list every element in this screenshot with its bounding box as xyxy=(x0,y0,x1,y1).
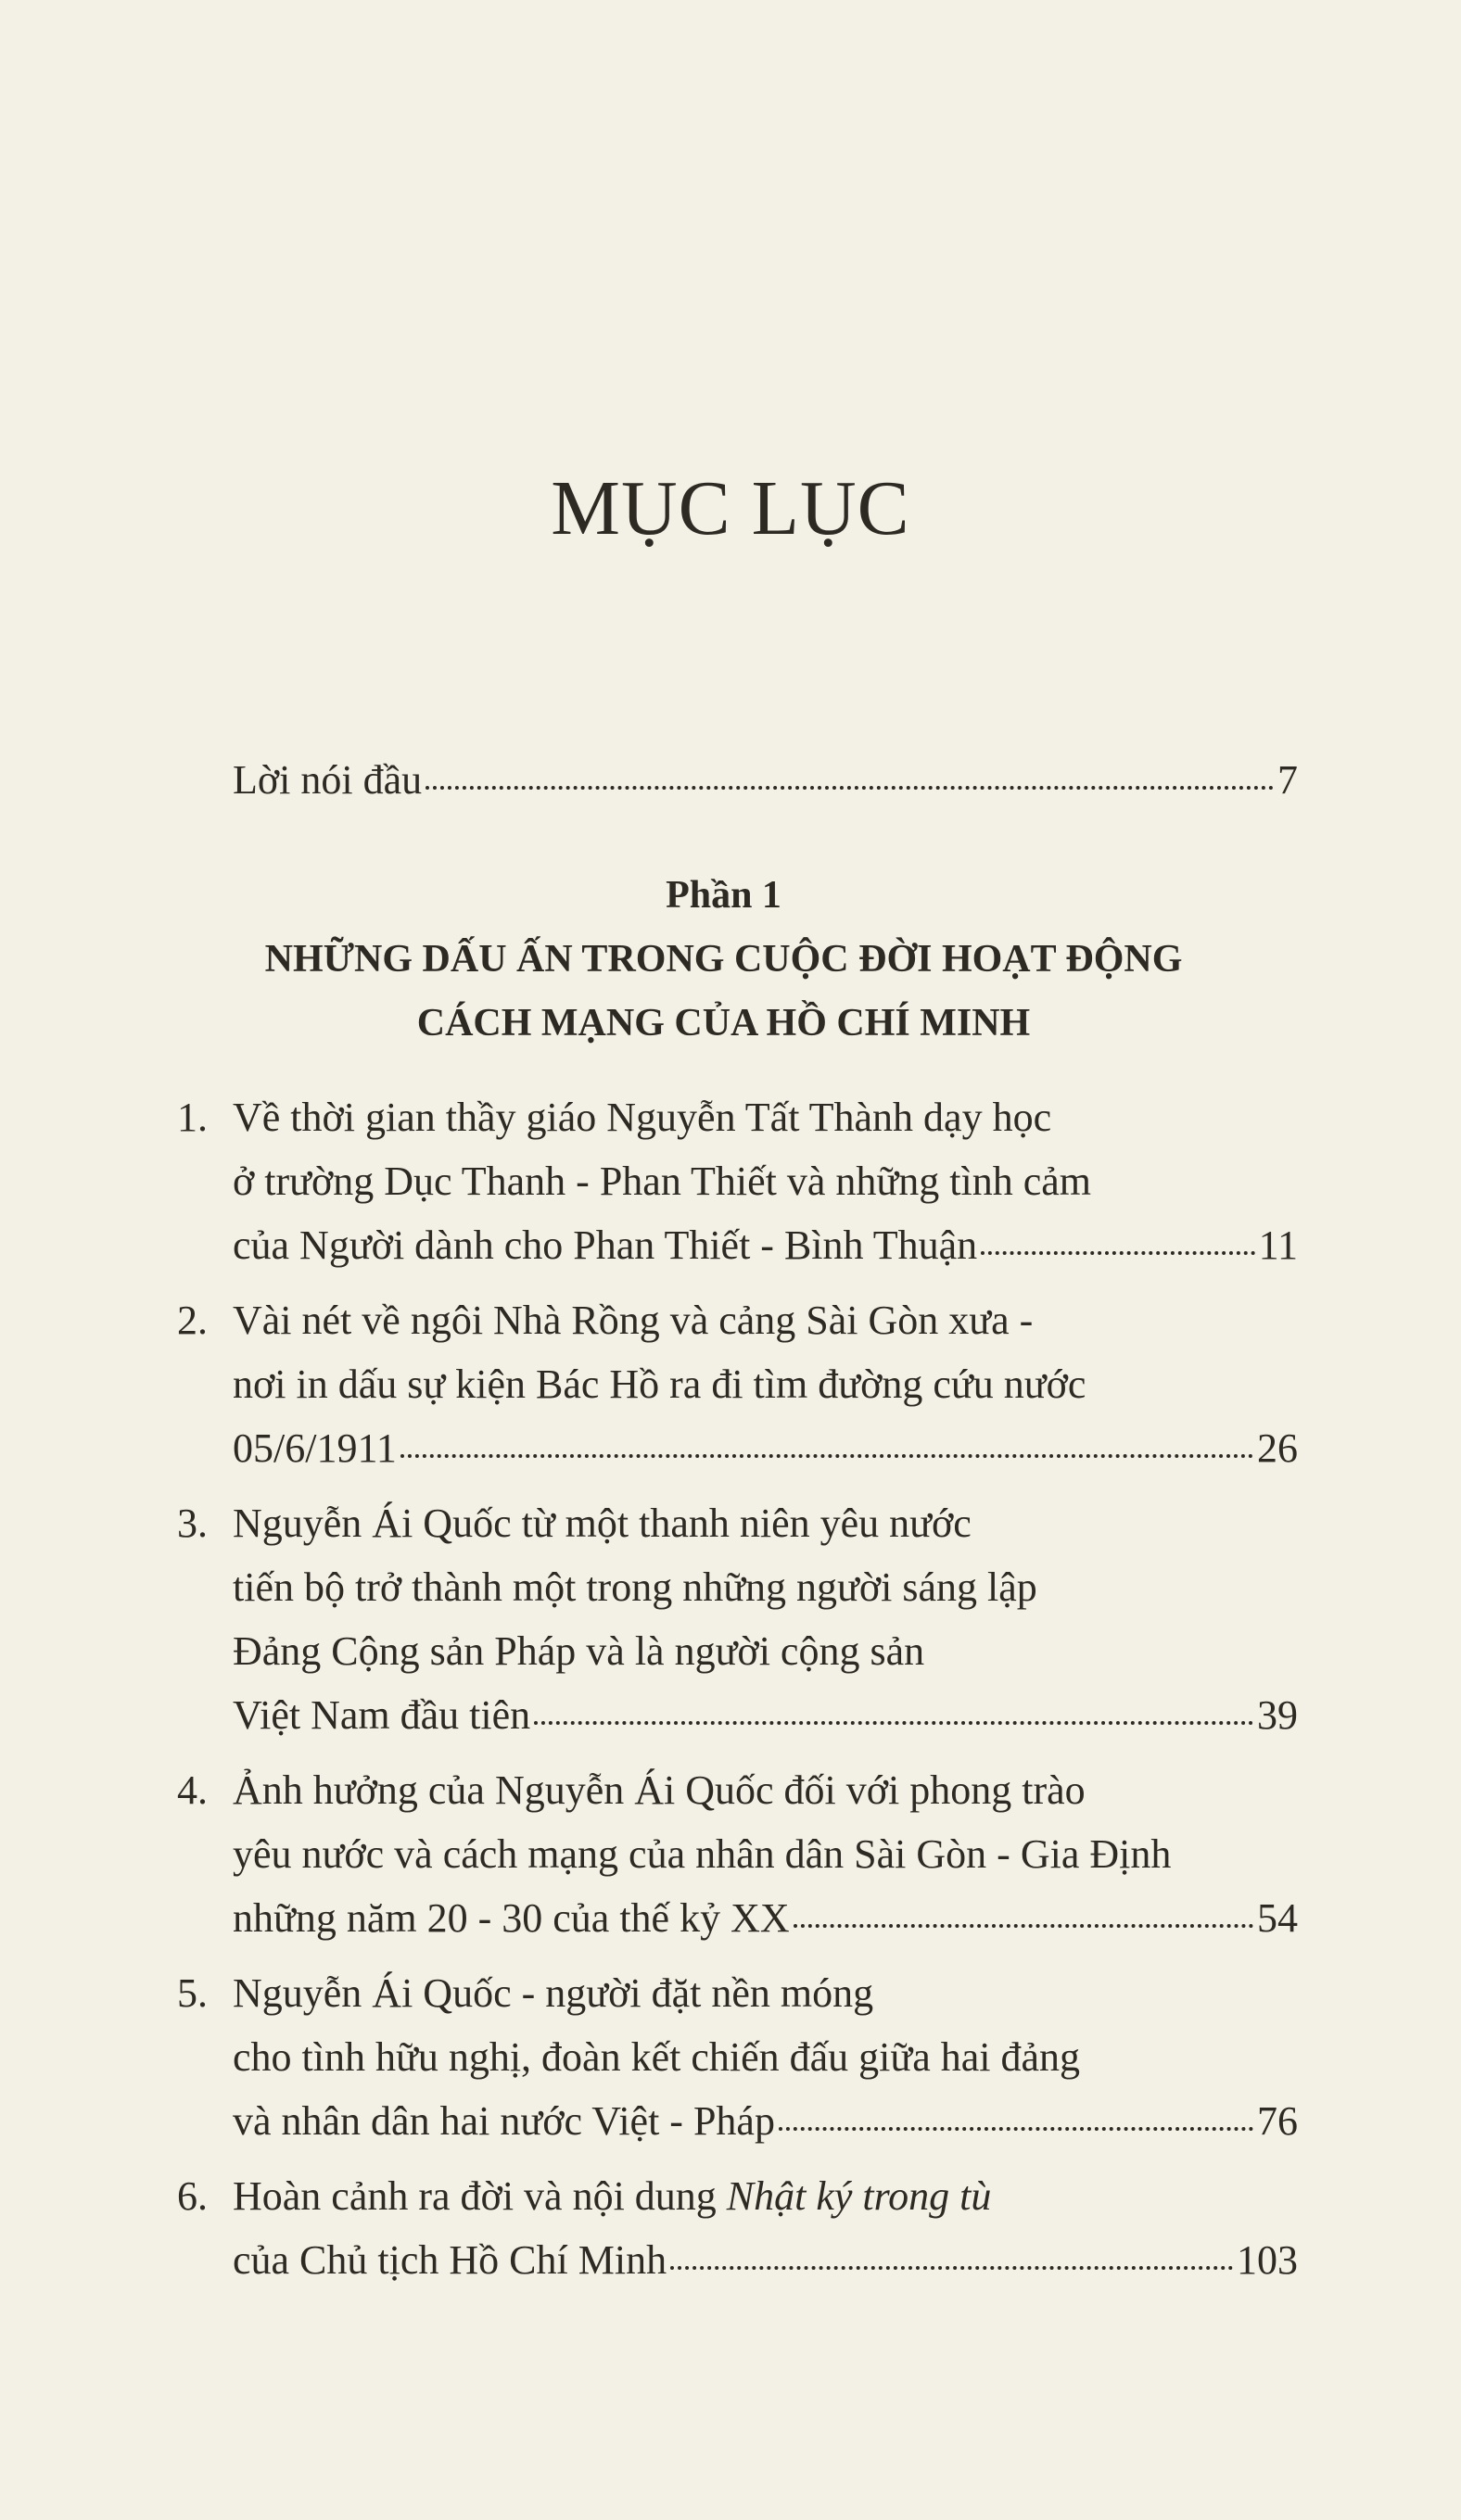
toc-entry-intro xyxy=(233,748,1298,812)
entry-number: 3. xyxy=(177,1501,208,1546)
entry-page: 7 xyxy=(1277,757,1298,803)
entry-line xyxy=(233,1149,1298,1213)
part-label: Phần 1 xyxy=(666,874,781,917)
entry-title: của Chủ tịch Hồ Chí Minh xyxy=(233,2237,667,2283)
entry-line xyxy=(233,1213,1298,1277)
toc-entry xyxy=(177,1491,1298,1747)
entry-title: ở trường Dục Thanh - Phan Thiết và những tình cảm xyxy=(233,1159,1091,1204)
entry-line xyxy=(233,2025,1298,2089)
entry-title: Hoàn cảnh ra đời và nội dung xyxy=(233,2173,727,2219)
entry-page: 76 xyxy=(1257,2098,1298,2144)
entry-line xyxy=(233,1619,1298,1683)
entry-number: 1. xyxy=(177,1095,208,1140)
leader-dots xyxy=(981,1251,1254,1255)
entry-body xyxy=(233,1288,1298,1480)
toc-entry xyxy=(177,1288,1298,1480)
entry-title: Vài nét về ngôi Nhà Rồng và cảng Sài Gòn xưa - xyxy=(233,1298,1034,1343)
entry-line xyxy=(233,1961,1298,2025)
entry-title: những năm 20 - 30 của thế kỷ XX xyxy=(233,1895,790,1941)
entry-body xyxy=(233,1758,1298,1950)
entry-body xyxy=(233,1085,1298,1277)
entry-number: 5. xyxy=(177,1970,208,2016)
entry-title-italic: Nhật ký trong tù xyxy=(726,2173,992,2219)
entry-title: Ảnh hưởng của Nguyễn Ái Quốc đối với phong trào xyxy=(233,1767,1086,1813)
table-of-contents xyxy=(177,748,1298,2303)
entry-body xyxy=(233,1961,1298,2153)
entry-line xyxy=(233,1822,1298,1886)
entry-page: 103 xyxy=(1237,2237,1298,2283)
entry-line xyxy=(233,2089,1298,2153)
entry-page: 54 xyxy=(1257,1895,1298,1941)
entry-title: nơi in dấu sự kiện Bác Hồ ra đi tìm đường cứu nước xyxy=(233,1361,1086,1407)
entry-line xyxy=(233,1491,1298,1555)
entry-number: 6. xyxy=(177,2173,208,2219)
leader-dots xyxy=(670,2266,1233,2270)
entry-title: và nhân dân hai nước Việt - Pháp xyxy=(233,2098,775,2144)
entry-title: 05/6/1911 xyxy=(233,1425,397,1471)
toc-entry xyxy=(177,2164,1298,2292)
leader-dots xyxy=(426,786,1274,790)
leader-dots xyxy=(794,1924,1253,1928)
entry-title: yêu nước và cách mạng của nhân dân Sài Gòn - Gia Định xyxy=(233,1831,1172,1877)
entry-line xyxy=(233,1555,1298,1619)
entry-body xyxy=(233,1491,1298,1747)
leader-dots xyxy=(534,1721,1253,1725)
entry-line xyxy=(233,1352,1298,1416)
entry-line xyxy=(233,1886,1298,1950)
part-heading-line: NHỮNG DẤU ẤN TRONG CUỘC ĐỜI HOẠT ĐỘNG xyxy=(264,938,1183,981)
entry-number: 2. xyxy=(177,1298,208,1343)
entry-title: Về thời gian thầy giáo Nguyễn Tất Thành dạy học xyxy=(233,1095,1052,1140)
page-title: MỤC LỤC xyxy=(551,465,910,551)
toc-entry xyxy=(177,1085,1298,1277)
entry-list xyxy=(177,1085,1298,2292)
entry-page: 26 xyxy=(1257,1425,1298,1471)
leader-dots xyxy=(779,2127,1253,2131)
entry-line xyxy=(233,1085,1298,1149)
entry-line xyxy=(233,1758,1298,1822)
entry-title: tiến bộ trở thành một trong những người sáng lập xyxy=(233,1564,1037,1610)
toc-entry xyxy=(177,1758,1298,1950)
entry-line xyxy=(233,2228,1298,2292)
entry-line xyxy=(233,2164,1298,2228)
entry-title: Lời nói đầu xyxy=(233,757,423,803)
entry-body xyxy=(233,2164,1298,2292)
entry-title: của Người dành cho Phan Thiết - Bình Thuận xyxy=(233,1222,978,1268)
leader-dots xyxy=(400,1454,1253,1458)
entry-line xyxy=(233,1288,1298,1352)
entry-page: 39 xyxy=(1257,1692,1298,1738)
entry-title: Nguyễn Ái Quốc từ một thanh niên yêu nước xyxy=(233,1501,972,1546)
entry-number: 4. xyxy=(177,1767,208,1813)
entry-title: Đảng Cộng sản Pháp và là người cộng sản xyxy=(233,1628,925,1674)
part-heading-line: CÁCH MẠNG CỦA HỒ CHÍ MINH xyxy=(416,1002,1031,1045)
entry-title: cho tình hữu nghị, đoàn kết chiến đấu giữa hai đảng xyxy=(233,2034,1081,2080)
entry-line xyxy=(233,1683,1298,1747)
toc-entry xyxy=(177,1961,1298,2153)
entry-title: Việt Nam đầu tiên xyxy=(233,1692,531,1738)
entry-page: 11 xyxy=(1258,1222,1298,1268)
entry-line xyxy=(233,1416,1298,1480)
entry-title: Nguyễn Ái Quốc - người đặt nền móng xyxy=(233,1970,874,2016)
